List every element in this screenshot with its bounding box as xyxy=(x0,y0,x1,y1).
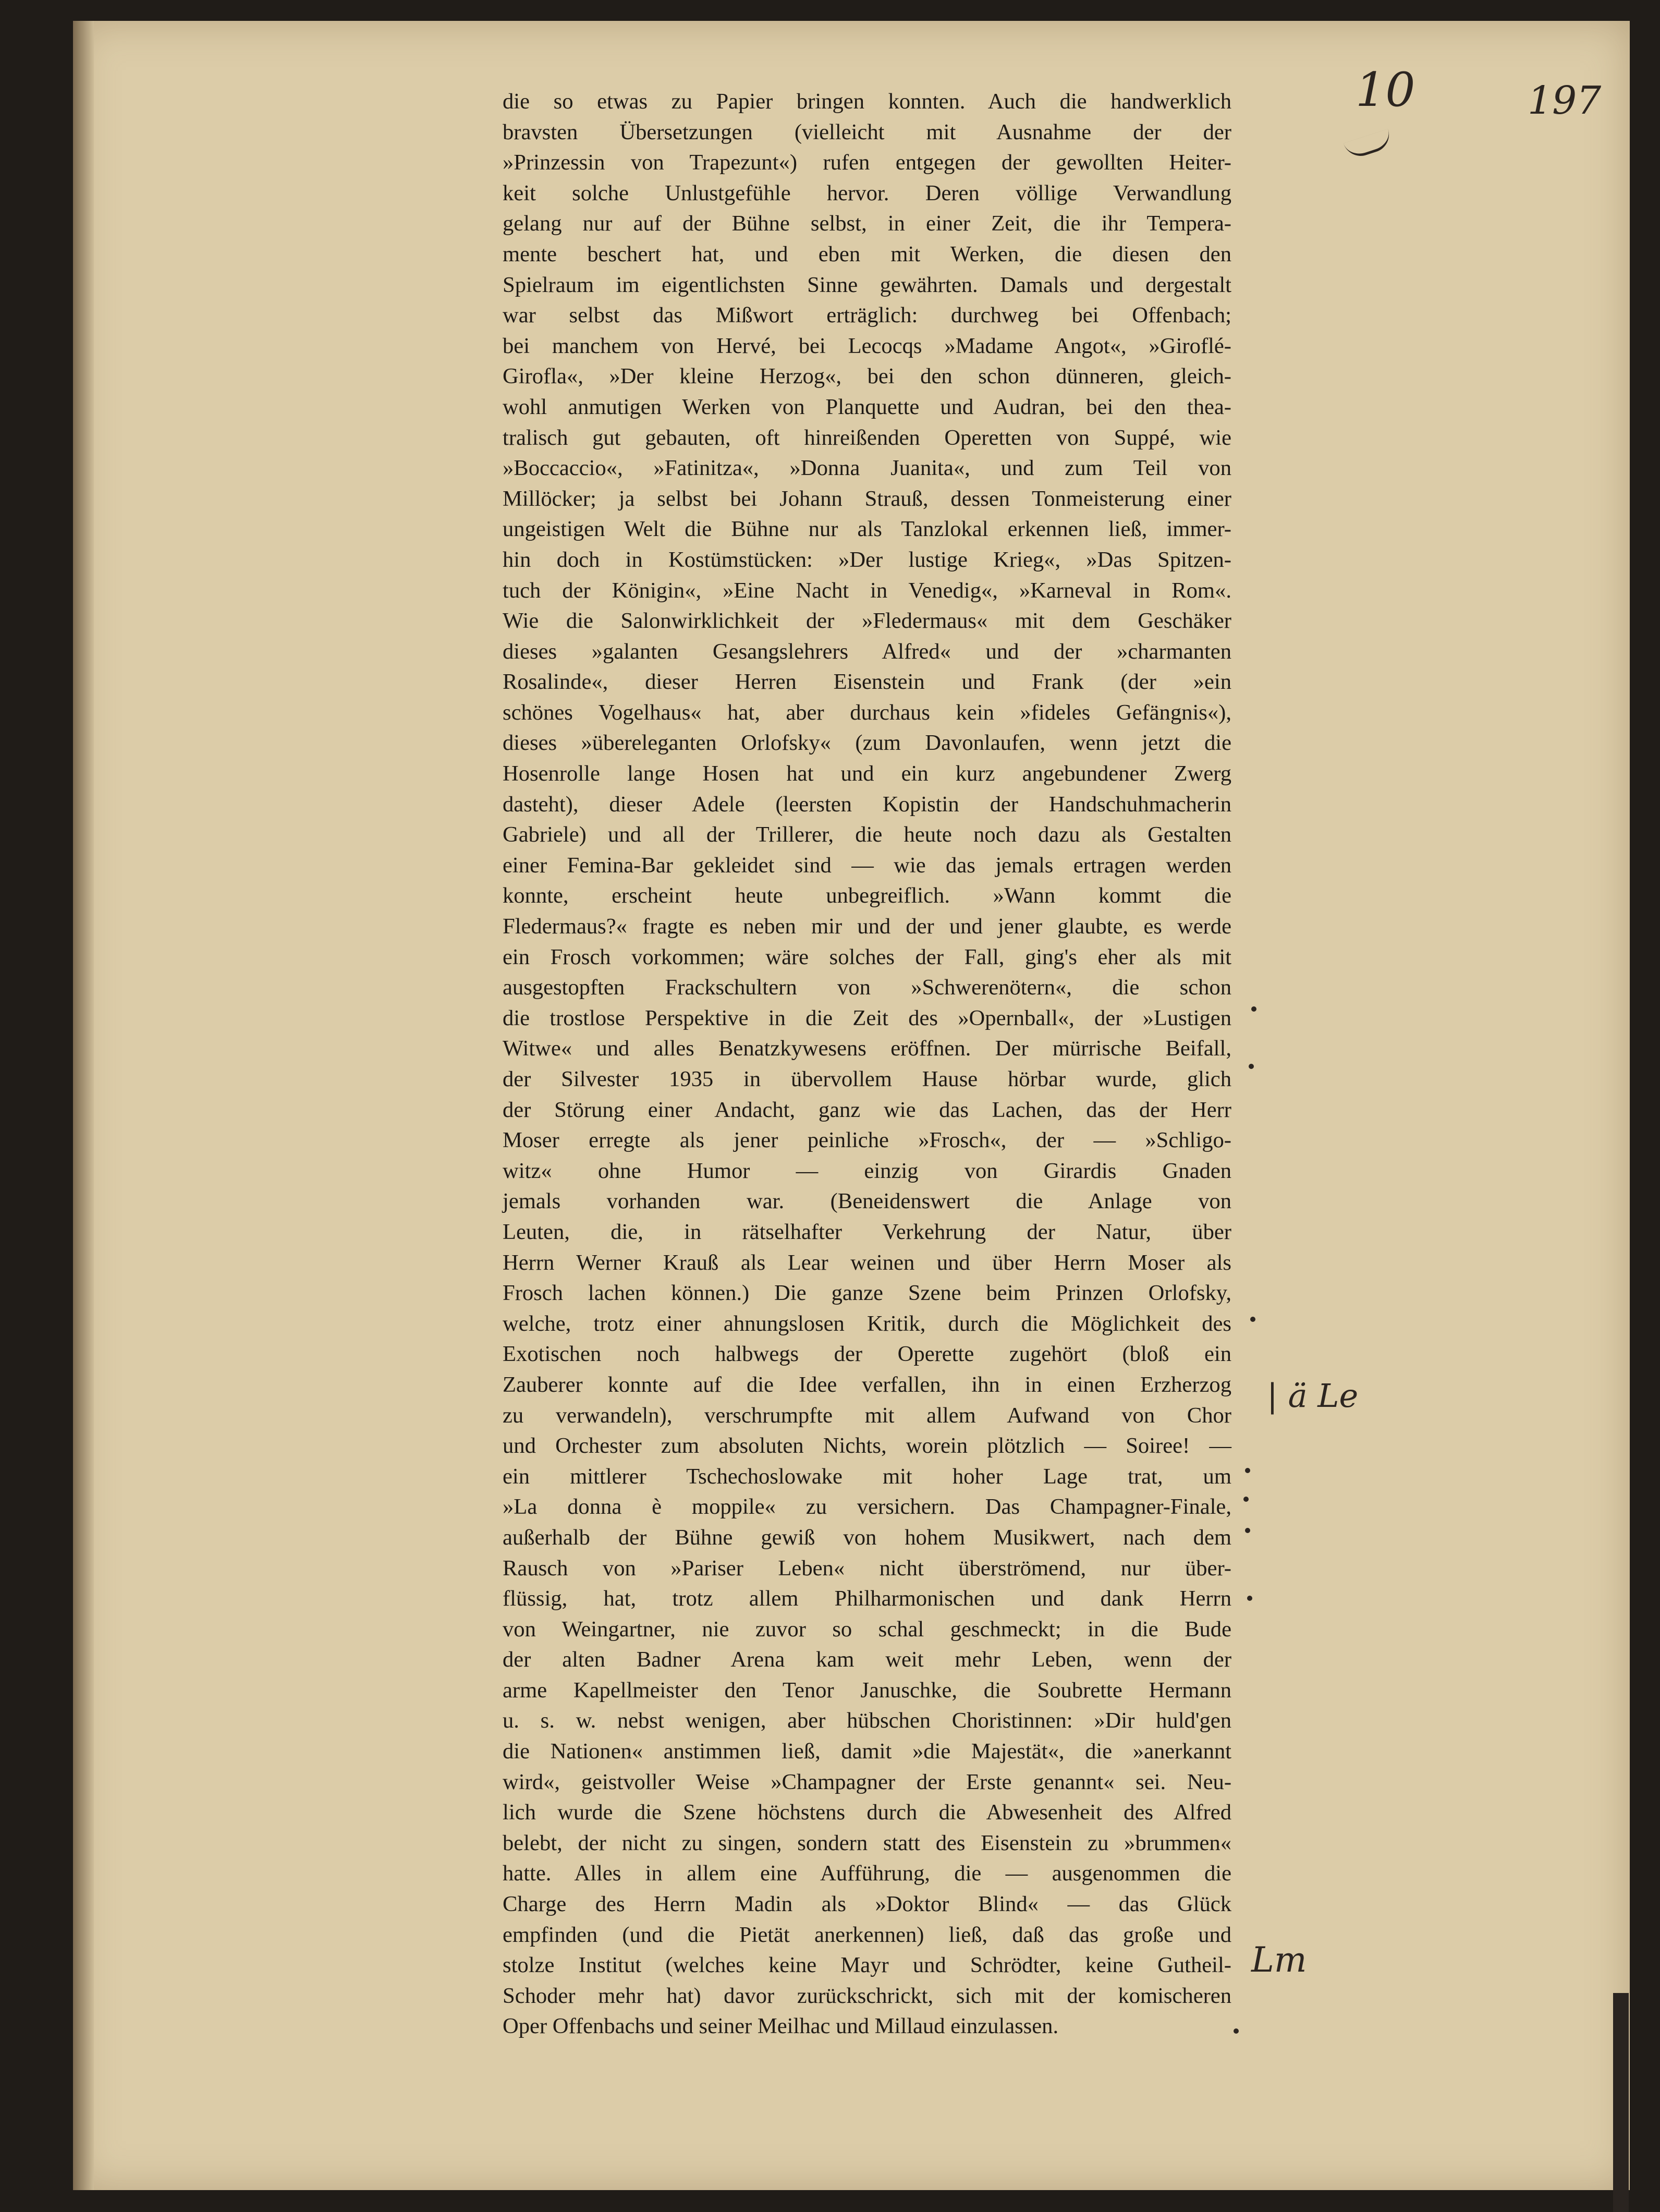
text-line: Leuten, die, in rätselhafter Verkehrung der Natur, über xyxy=(503,1219,1231,1244)
margin-tick xyxy=(1234,2028,1239,2034)
text-line: Spielraum im eigentlichsten Sinne gewährten. Damals und dergestalt xyxy=(503,272,1231,297)
text-line: die trostlose Perspektive in die Zeit des »Opernball«, der »Lustigen xyxy=(503,1005,1231,1030)
text-line: außerhalb der Bühne gewiß von hohem Musikwert, nach dem xyxy=(503,1525,1231,1550)
text-line: tuch der Königin«, »Eine Nacht in Venedig«, »Karneval in Rom«. xyxy=(503,578,1231,603)
text-line: wohl anmutigen Werken von Planquette und Audran, bei den thea- xyxy=(503,394,1231,419)
text-line: Schoder mehr hat) davor zurückschrickt, sich mit der komischeren xyxy=(503,1983,1231,2008)
text-line: schönes Vogelhaus« hat, aber durchaus kein »fideles Gefängnis«), xyxy=(503,700,1231,725)
text-line: der Störung einer Andacht, ganz wie das Lachen, das der Herr xyxy=(503,1097,1231,1122)
text-line: Herrn Werner Krauß als Lear weinen und über Herrn Moser als xyxy=(503,1250,1231,1275)
text-line: wird«, geistvoller Weise »Champagner der Erste genannt« sei. Neu- xyxy=(503,1769,1231,1794)
text-line: bei manchem von Hervé, bei Lecocqs »Madame Angot«, »Giroflé- xyxy=(503,333,1231,358)
text-line: von Weingartner, nie zuvor so schal geschmeckt; in die Bude xyxy=(503,1617,1231,1642)
text-line: einer Femina-Bar gekleidet sind — wie das jemals ertragen werden xyxy=(503,853,1231,878)
margin-tick xyxy=(1247,1596,1252,1601)
text-line: »Prinzessin von Trapezunt«) rufen entgegen der gewollten Heiter- xyxy=(503,150,1231,175)
text-line: dieses »übereleganten Orlofsky« (zum Davonlaufen, wenn jetzt die xyxy=(503,731,1231,756)
text-line: konnte, erscheint heute unbegreiflich. »Wann kommt die xyxy=(503,883,1231,908)
margin-tick xyxy=(1249,1064,1254,1069)
text-line: tralisch gut gebauten, oft hinreißenden Operetten von Suppé, wie xyxy=(503,425,1231,450)
text-line: Gabriele) und all der Trillerer, die heute noch dazu als Gestalten xyxy=(503,822,1231,847)
text-line: mente beschert hat, und eben mit Werken, die diesen den xyxy=(503,241,1231,266)
text-line: die so etwas zu Papier bringen konnten. Auch die handwerklich xyxy=(503,89,1231,114)
text-line: war selbst das Mißwort erträglich: durchweg bei Offenbach; xyxy=(503,303,1231,328)
text-line: Witwe« und alles Benatzkywesens eröffnen. Der mürrische Beifall, xyxy=(503,1036,1231,1061)
margin-tick xyxy=(1250,1317,1255,1322)
text-line: Frosch lachen können.) Die ganze Szene beim Prinzen Orlofsky, xyxy=(503,1281,1231,1306)
text-line: Hosenrolle lange Hosen hat und ein kurz angebundener Zwerg xyxy=(503,761,1231,786)
text-line: dasteht), dieser Adele (leersten Kopistin der Handschuhmacherin xyxy=(503,792,1231,817)
text-line: jemals vorhanden war. (Beneidenswert die Anlage von xyxy=(503,1189,1231,1214)
text-line: Millöcker; ja selbst bei Johann Strauß, dessen Tonmeisterung einer xyxy=(503,486,1231,511)
text-line: lich wurde die Szene höchstens durch die Abwesenheit des Alfred xyxy=(503,1800,1231,1825)
text-line: hatte. Alles in allem eine Aufführung, die — ausgenommen die xyxy=(503,1861,1231,1886)
margin-tick xyxy=(1245,1528,1250,1533)
text-line: keit solche Unlustgefühle hervor. Deren völlige Verwandlung xyxy=(503,180,1231,205)
margin-tick xyxy=(1245,1468,1250,1473)
margin-note: | ä Le xyxy=(1267,1377,1359,1415)
handwritten-page-number: 197 xyxy=(1528,78,1602,123)
text-line: zu verwandeln), verschrumpfte mit allem Aufwand von Chor xyxy=(503,1403,1231,1428)
margin-tick xyxy=(1251,1006,1256,1012)
text-line: ein mittlerer Tschechoslowake mit hoher Lage trat, um xyxy=(503,1464,1231,1489)
text-line: belebt, der nicht zu singen, sondern statt des Eisenstein zu »brummen« xyxy=(503,1830,1231,1855)
text-line: ausgestopften Frackschultern von »Schwerenötern«, die schon xyxy=(503,975,1231,1000)
text-line: der Silvester 1935 in übervollem Hause hörbar wurde, glich xyxy=(503,1067,1231,1091)
binding-gutter xyxy=(73,21,94,2190)
text-line: Exotischen noch halbwegs der Operette zugehört (bloß ein xyxy=(503,1342,1231,1367)
text-line: Zauberer konnte auf die Idee verfallen, ihn in einen Erzherzog xyxy=(503,1372,1231,1397)
body-text xyxy=(503,87,1231,2042)
text-line: Girofla«, »Der kleine Herzog«, bei den schon dünneren, gleich- xyxy=(503,364,1231,389)
text-line: dieses »galanten Gesangslehrers Alfred« und der »charmanten xyxy=(503,639,1231,664)
text-line: gelang nur auf der Bühne selbst, in einer Zeit, die ihr Tempera- xyxy=(503,211,1231,236)
text-line: welche, trotz einer ahnungslosen Kritik, durch die Möglichkeit des xyxy=(503,1311,1231,1336)
text-line: Charge des Herrn Madin als »Doktor Blind« — das Glück xyxy=(503,1892,1231,1917)
text-line: Rausch von »Pariser Leben« nicht überströmend, nur über- xyxy=(503,1555,1231,1581)
page-edge xyxy=(1613,1993,1629,2212)
text-line: arme Kapellmeister den Tenor Januschke, die Soubrette Hermann xyxy=(503,1678,1231,1703)
text-line: »Boccaccio«, »Fatinitza«, »Donna Juanita«, und zum Teil von xyxy=(503,456,1231,481)
text-line: u. s. w. nebst wenigen, aber hübschen Choristinnen: »Dir huld'gen xyxy=(503,1708,1231,1733)
margin-note: Lm xyxy=(1251,1940,1307,1980)
text-line: »La donna è moppile« zu versichern. Das Champagner-Finale, xyxy=(503,1494,1231,1520)
text-line: ungeistigen Welt die Bühne nur als Tanzlokal erkennen ließ, immer- xyxy=(503,517,1231,542)
text-line: bravsten Übersetzungen (vielleicht mit Ausnahme der der xyxy=(503,119,1231,144)
text-line: die Nationen« anstimmen ließ, damit »die Majestät«, die »anerkannt xyxy=(503,1739,1231,1764)
text-line: hin doch in Kostümstücken: »Der lustige Krieg«, »Das Spitzen- xyxy=(503,547,1231,572)
text-line: stolze Institut (welches keine Mayr und Schrödter, keine Gutheil- xyxy=(503,1953,1231,1978)
margin-tick xyxy=(1243,1497,1249,1502)
text-line: witz« ohne Humor — einzig von Girardis Gnaden xyxy=(503,1158,1231,1183)
text-line: Fledermaus?« fragte es neben mir und der und jener glaubte, es werde xyxy=(503,914,1231,939)
text-line: Oper Offenbachs und seiner Meilhac und Millaud einzulassen. xyxy=(503,2014,1059,2039)
text-line: Moser erregte als jener peinliche »Frosch«, der — »Schligo- xyxy=(503,1128,1231,1153)
text-line: flüssig, hat, trotz allem Philharmonischen und dank Herrn xyxy=(503,1586,1231,1611)
text-line: empfinden (und die Pietät anerkennen) ließ, daß das große und xyxy=(503,1922,1231,1947)
handwritten-folio: 10 xyxy=(1356,63,1415,117)
text-line: Rosalinde«, dieser Herren Eisenstein und Frank (der »ein xyxy=(503,670,1231,695)
text-line: Wie die Salonwirklichkeit der »Fledermaus« mit dem Geschäker xyxy=(503,609,1231,634)
text-line: und Orchester zum absoluten Nichts, worein plötzlich — Soiree! — xyxy=(503,1433,1231,1459)
text-line: ein Frosch vorkommen; wäre solches der Fall, ging's eher als mit xyxy=(503,944,1231,969)
text-line: der alten Badner Arena kam weit mehr Leben, wenn der xyxy=(503,1647,1231,1672)
